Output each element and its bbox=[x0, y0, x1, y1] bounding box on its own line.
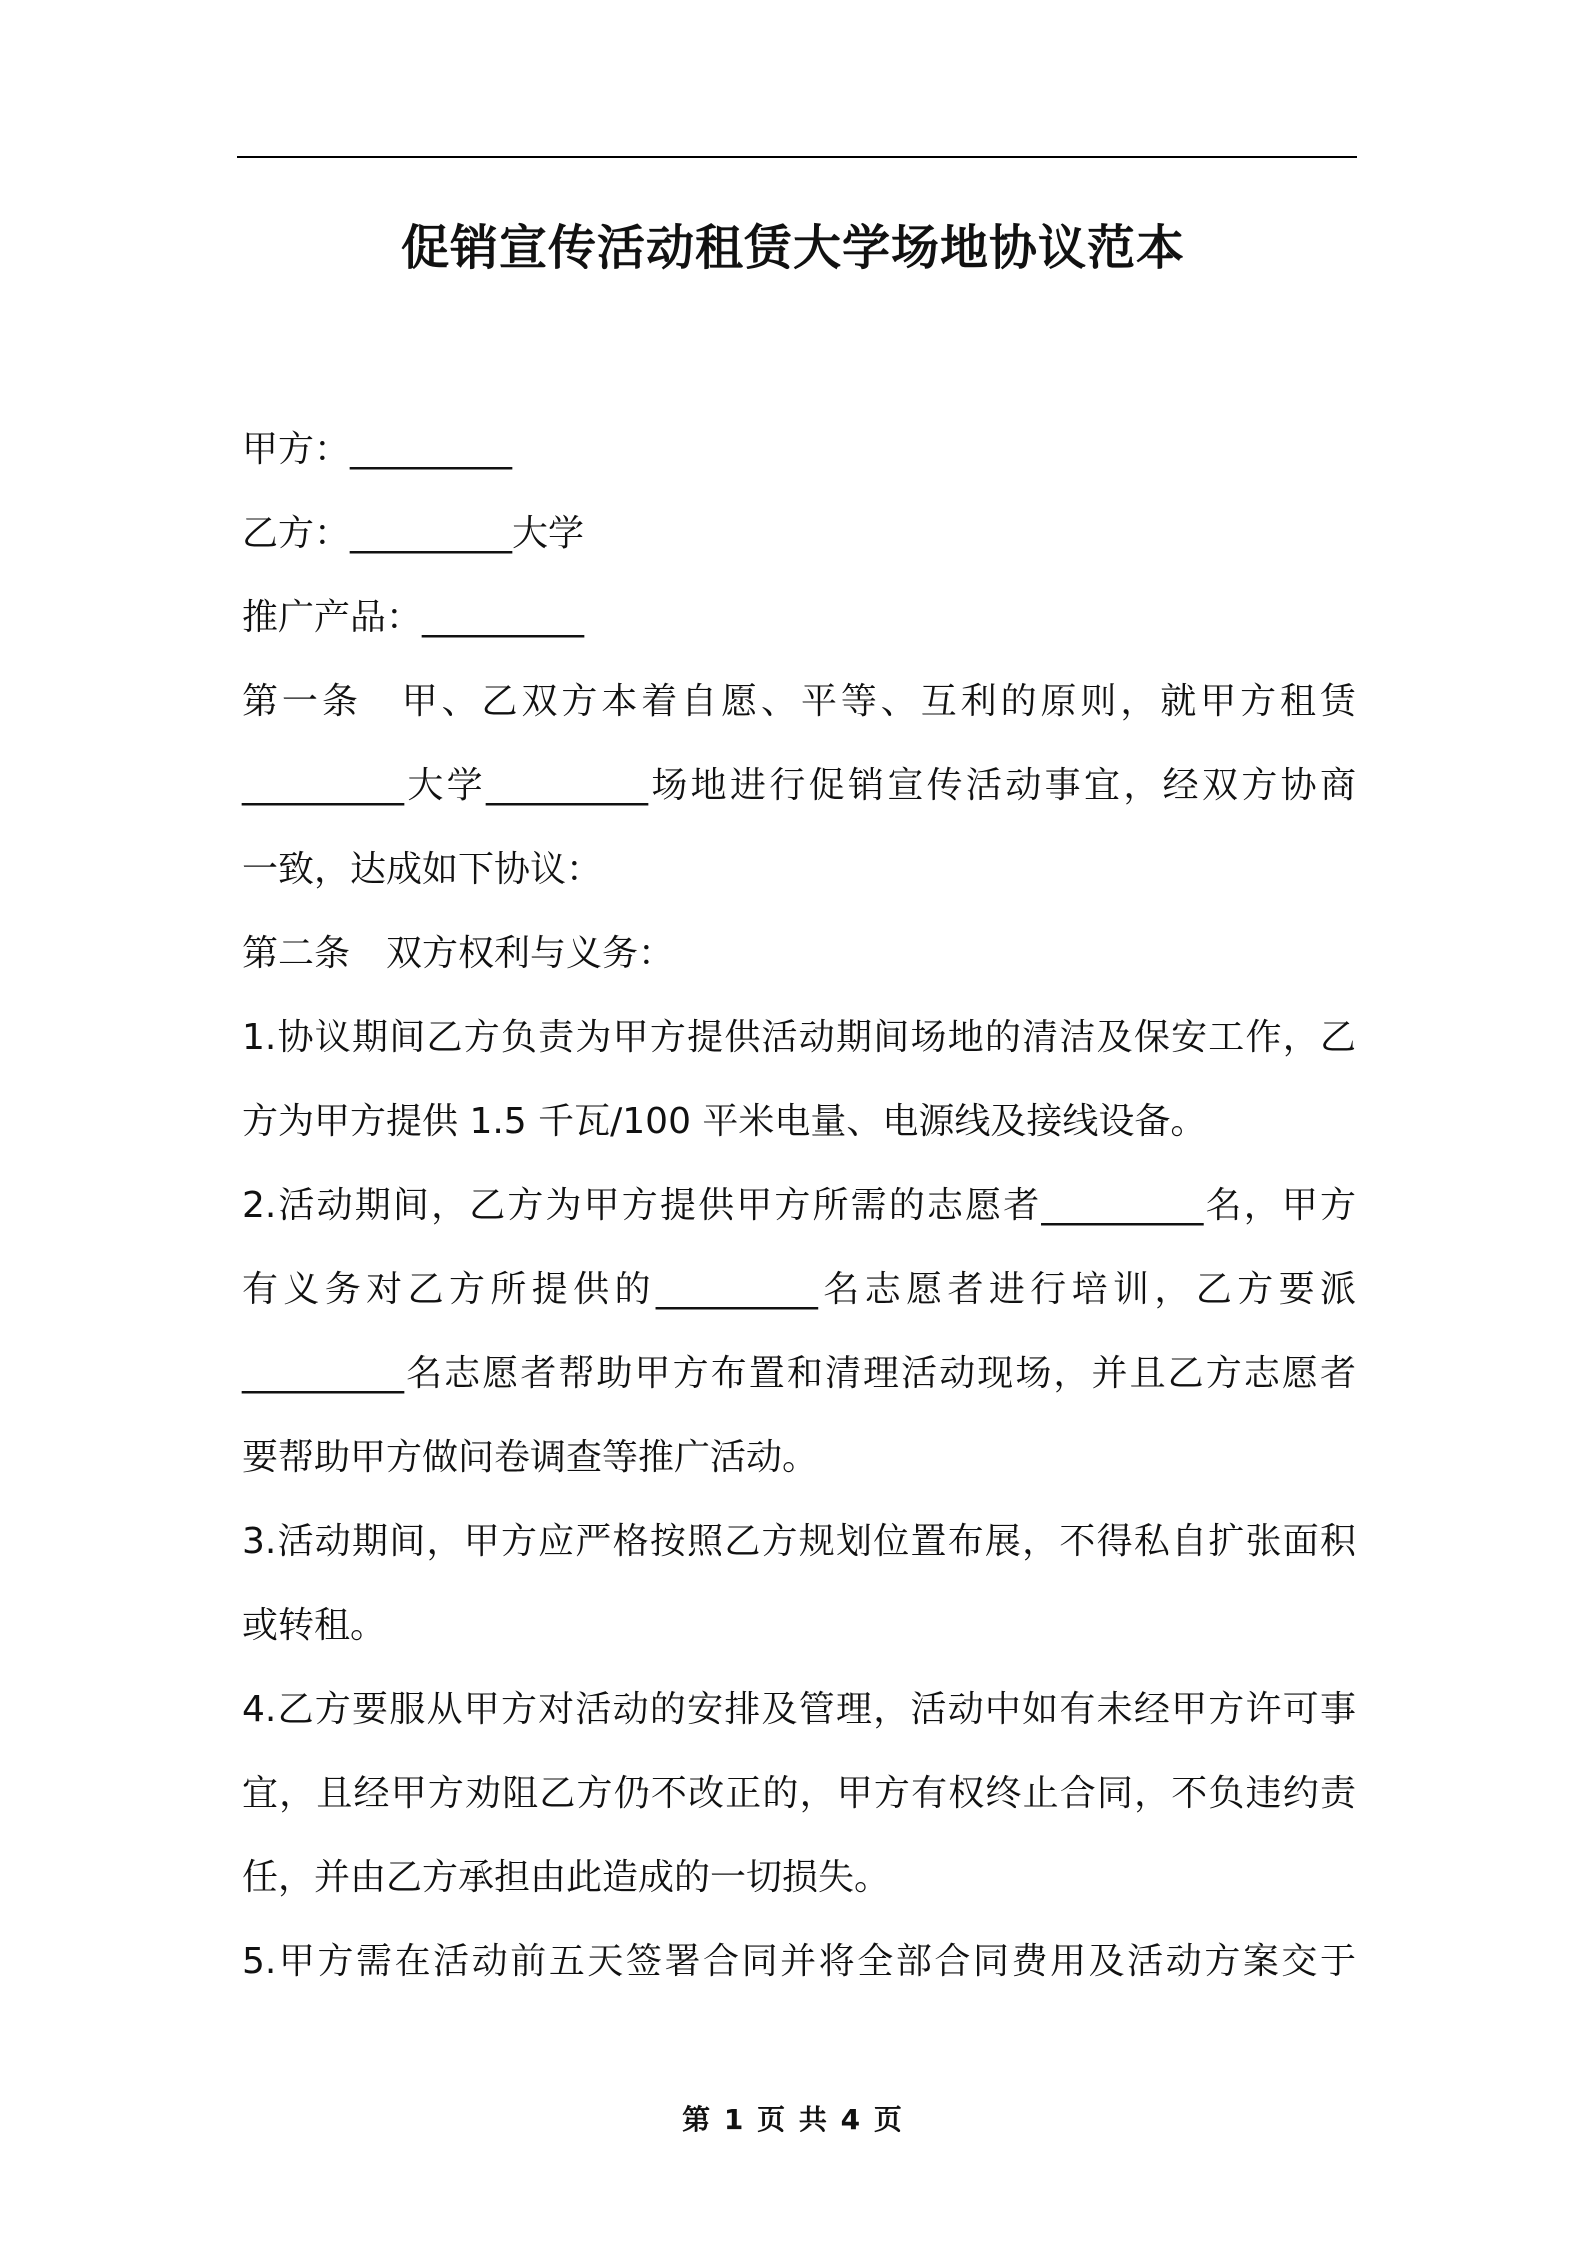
clause-4-line: 任，并由乙方承担由此造成的一切损失。 bbox=[242, 1857, 891, 1898]
clause-2-line: 2.活动期间，乙方为甲方提供甲方所需的志愿者_________名，甲方 bbox=[242, 1185, 1356, 1226]
clause-2-line: _________名志愿者帮助甲方布置和清理活动现场，并且乙方志愿者 bbox=[242, 1353, 1356, 1394]
article-1-line: _________大学_________场地进行促销宣传活动事宜，经双方协商 bbox=[242, 765, 1356, 806]
page-number-footer: 第 1 页 共 4 页 bbox=[682, 2103, 904, 2136]
clause-4-line: 4.乙方要服从甲方对活动的安排及管理，活动中如有未经甲方许可事 bbox=[242, 1689, 1356, 1730]
clause-1-line: 1.协议期间乙方负责为甲方提供活动期间场地的清洁及保安工作，乙 bbox=[242, 1017, 1356, 1058]
product-line: 推广产品：_________ bbox=[242, 597, 585, 638]
party-b-line: 乙方：_________大学 bbox=[242, 513, 585, 554]
document-title: 促销宣传活动租赁大学场地协议范本 bbox=[400, 220, 1185, 276]
clause-4-line: 宜，且经甲方劝阻乙方仍不改正的，甲方有权终止合同，不负违约责 bbox=[242, 1773, 1356, 1814]
clause-5-line: 5.甲方需在活动前五天签署合同并将全部合同费用及活动方案交于 bbox=[242, 1941, 1356, 1982]
clause-2-line: 要帮助甲方做问卷调查等推广活动。 bbox=[242, 1437, 819, 1478]
article-2-heading: 第二条 双方权利与义务： bbox=[242, 933, 675, 974]
clause-3-line: 或转租。 bbox=[242, 1605, 387, 1646]
article-1-line: 一致，达成如下协议： bbox=[242, 849, 603, 890]
article-1-line: 第一条 甲、乙双方本着自愿、平等、互利的原则，就甲方租赁 bbox=[242, 681, 1356, 722]
clause-1-line: 方为甲方提供 1.5 千瓦/100 平米电量、电源线及接线设备。 bbox=[242, 1101, 1207, 1142]
clause-3-line: 3.活动期间，甲方应严格按照乙方规划位置布展，不得私自扩张面积 bbox=[242, 1521, 1356, 1562]
party-a-line: 甲方：_________ bbox=[242, 429, 513, 470]
header-rule bbox=[237, 156, 1357, 158]
clause-2-line: 有义务对乙方所提供的_________名志愿者进行培训，乙方要派 bbox=[242, 1269, 1356, 1310]
document-body bbox=[242, 408, 1356, 2004]
